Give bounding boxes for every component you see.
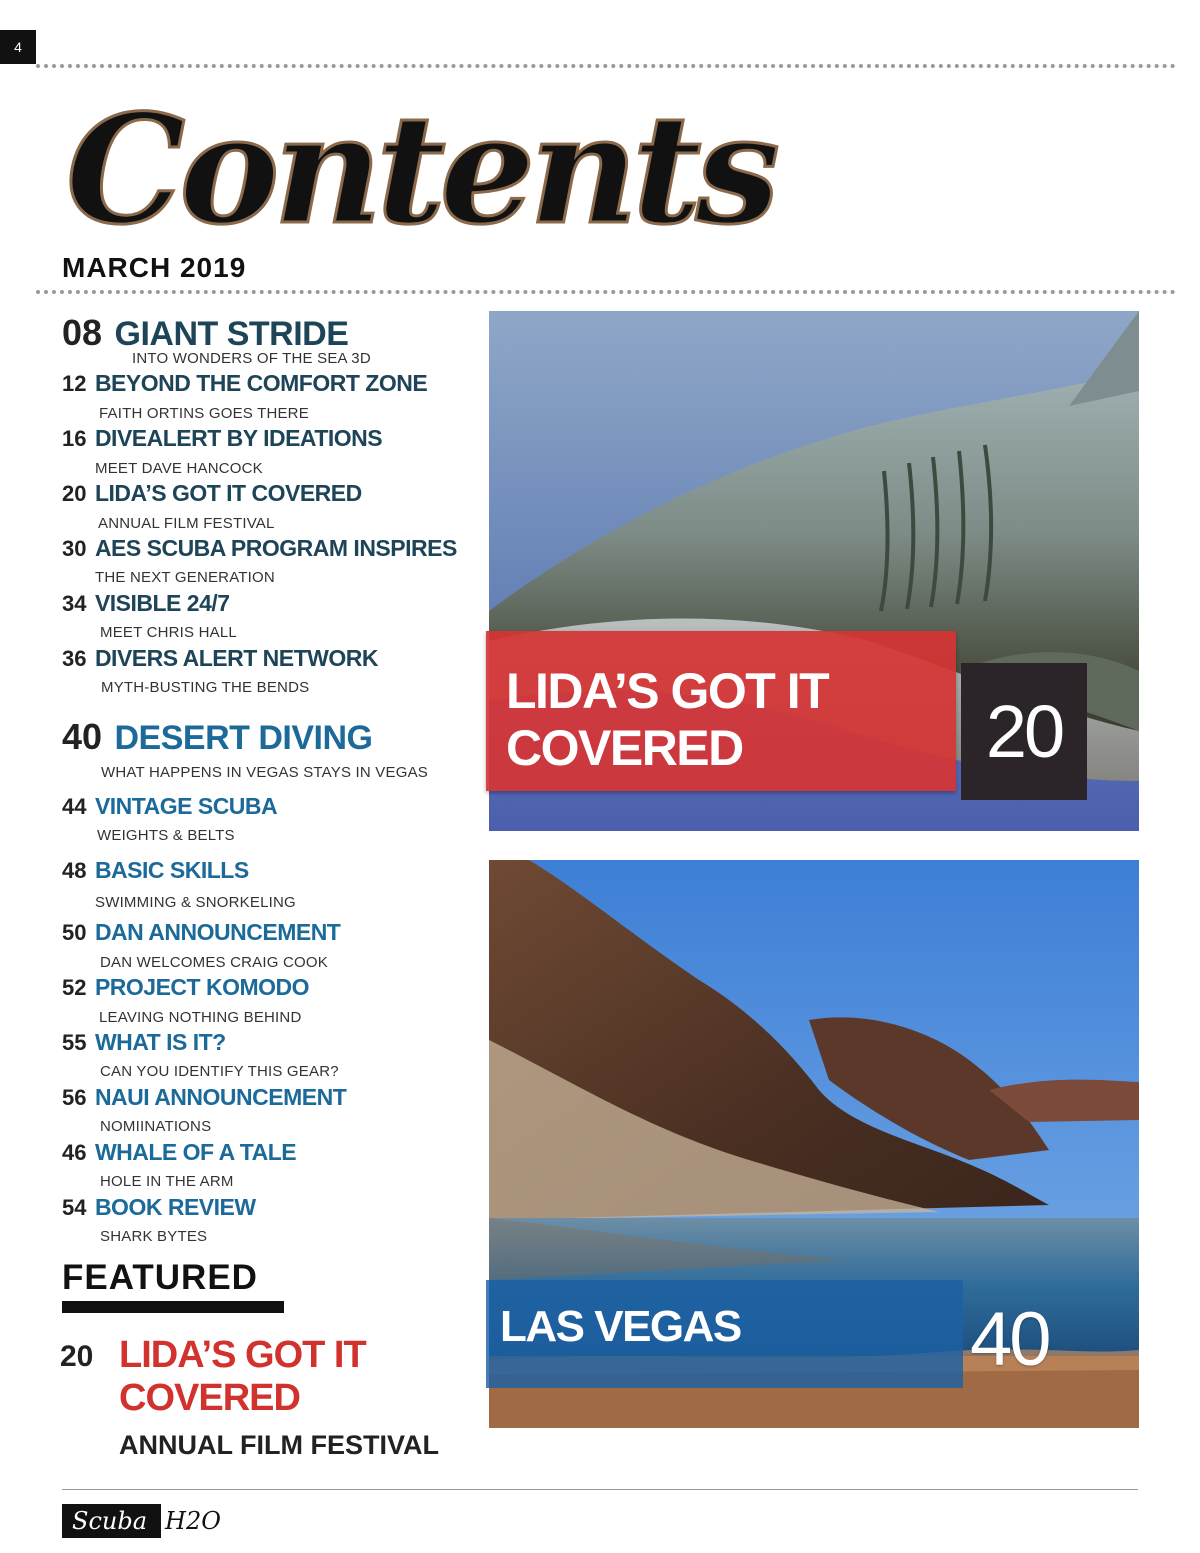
toc-subtitle: FAITH ORTINS GOES THERE xyxy=(99,405,309,422)
toc-page-number: 20 xyxy=(62,481,87,506)
logo-scuba-text: Scuba xyxy=(62,1504,161,1538)
table-of-contents xyxy=(0,0,480,1553)
toc-subtitle: SWIMMING & SNORKELING xyxy=(95,894,296,911)
lidas-promo-title xyxy=(506,663,828,777)
toc-title: AES SCUBA PROGRAM INSPIRES xyxy=(94,535,457,561)
toc-title: BOOK REVIEW xyxy=(94,1194,256,1220)
toc-title: DESERT DIVING xyxy=(114,719,373,757)
toc-subtitle: NOMIINATIONS xyxy=(100,1118,212,1135)
toc-entry-whale-of-a-tale[interactable] xyxy=(62,1139,296,1166)
contents-title-text: Contents xyxy=(66,82,775,252)
toc-page-number: 52 xyxy=(62,975,87,1000)
toc-entry-divealert[interactable] xyxy=(62,425,382,452)
toc-subtitle: THE NEXT GENERATION xyxy=(95,569,275,586)
toc-entry-book-review[interactable] xyxy=(62,1194,256,1221)
toc-entry-aes-scuba[interactable] xyxy=(62,535,457,562)
toc-entry-lidas-got-it-covered[interactable] xyxy=(62,480,362,507)
toc-page-number: 56 xyxy=(62,1085,87,1110)
toc-page-number: 50 xyxy=(62,920,87,945)
toc-entry-divers-alert-network[interactable] xyxy=(62,645,378,672)
toc-entry-basic-skills[interactable] xyxy=(62,857,249,884)
toc-subtitle: LEAVING NOTHING BEHIND xyxy=(99,1009,302,1026)
lidas-promo-line2: COVERED xyxy=(506,720,743,776)
toc-title: PROJECT KOMODO xyxy=(94,974,310,1000)
featured-title-line2: COVERED xyxy=(119,1377,300,1419)
lidas-promo-banner[interactable] xyxy=(486,631,956,791)
las-vegas-promo-banner[interactable] xyxy=(486,1280,963,1388)
toc-page-number: 54 xyxy=(62,1195,87,1220)
toc-entry-dan-announcement[interactable] xyxy=(62,919,340,946)
toc-subtitle: ANNUAL FILM FESTIVAL xyxy=(98,515,275,532)
toc-entry-giant-stride[interactable] xyxy=(62,312,348,354)
toc-title: NAUI ANNOUNCEMENT xyxy=(94,1084,347,1110)
footer-rule xyxy=(62,1489,1138,1490)
toc-page-number: 40 xyxy=(62,716,103,757)
toc-title: VINTAGE SCUBA xyxy=(94,793,278,819)
toc-title: BASIC SKILLS xyxy=(94,857,249,883)
toc-page-number: 12 xyxy=(62,371,87,396)
toc-title: LIDA’S GOT IT COVERED xyxy=(94,480,362,506)
page-number: 4 xyxy=(0,30,36,64)
featured-heading: FEATURED xyxy=(62,1258,258,1297)
toc-subtitle: DAN WELCOMES CRAIG COOK xyxy=(100,954,328,971)
toc-page-number: 44 xyxy=(62,794,87,819)
lidas-page-number-box: 20 xyxy=(961,663,1087,800)
toc-title: GIANT STRIDE xyxy=(114,315,349,353)
las-vegas-promo-title: LAS VEGAS xyxy=(500,1302,741,1351)
las-vegas-page-number: 40 xyxy=(970,1297,1049,1382)
toc-title: WHAT IS IT? xyxy=(94,1029,226,1055)
toc-entry-visible-24-7[interactable] xyxy=(62,590,230,617)
toc-title: BEYOND THE COMFORT ZONE xyxy=(94,370,428,396)
toc-page-number: 08 xyxy=(62,312,103,353)
toc-entry-vintage-scuba[interactable] xyxy=(62,793,277,820)
toc-subtitle: MEET DAVE HANCOCK xyxy=(95,460,263,477)
toc-subtitle: SHARK BYTES xyxy=(100,1228,208,1245)
toc-subtitle: WHAT HAPPENS IN VEGAS STAYS IN VEGAS xyxy=(101,764,428,781)
featured-title[interactable] xyxy=(119,1334,366,1420)
featured-subtitle: ANNUAL FILM FESTIVAL xyxy=(119,1430,439,1460)
toc-title: DAN ANNOUNCEMENT xyxy=(94,919,341,945)
featured-underline xyxy=(62,1301,284,1313)
toc-subtitle: MEET CHRIS HALL xyxy=(100,624,237,641)
toc-title: VISIBLE 24/7 xyxy=(94,590,230,616)
toc-subtitle: WEIGHTS & BELTS xyxy=(97,827,235,844)
toc-subtitle: INTO WONDERS OF THE SEA 3D xyxy=(132,350,371,367)
toc-page-number: 36 xyxy=(62,646,87,671)
toc-page-number: 16 xyxy=(62,426,87,451)
toc-entry-beyond-comfort-zone[interactable] xyxy=(62,370,427,397)
logo-h2o-text: H2O xyxy=(165,1507,221,1535)
issue-date: MARCH 2019 xyxy=(62,252,247,283)
scuba-h2o-logo xyxy=(62,1504,221,1538)
toc-page-number: 30 xyxy=(62,536,87,561)
toc-entry-what-is-it[interactable] xyxy=(62,1029,226,1056)
toc-page-number: 46 xyxy=(62,1140,87,1165)
toc-title: WHALE OF A TALE xyxy=(94,1139,297,1165)
toc-subtitle: CAN YOU IDENTIFY THIS GEAR? xyxy=(100,1063,339,1080)
featured-page-number: 20 xyxy=(60,1340,94,1373)
toc-page-number: 34 xyxy=(62,591,87,616)
toc-entry-desert-diving[interactable] xyxy=(62,716,372,758)
toc-page-number: 55 xyxy=(62,1030,87,1055)
toc-entry-naui-announcement[interactable] xyxy=(62,1084,346,1111)
toc-subtitle: MYTH-BUSTING THE BENDS xyxy=(101,679,310,696)
toc-title: DIVERS ALERT NETWORK xyxy=(94,645,378,671)
lidas-promo-line1: LIDA’S GOT IT xyxy=(506,663,829,719)
toc-entry-project-komodo[interactable] xyxy=(62,974,309,1001)
toc-page-number: 48 xyxy=(62,858,87,883)
featured-title-line1: LIDA’S GOT IT xyxy=(119,1334,366,1376)
toc-subtitle: HOLE IN THE ARM xyxy=(100,1173,234,1190)
toc-title: DIVEALERT BY IDEATIONS xyxy=(94,425,383,451)
